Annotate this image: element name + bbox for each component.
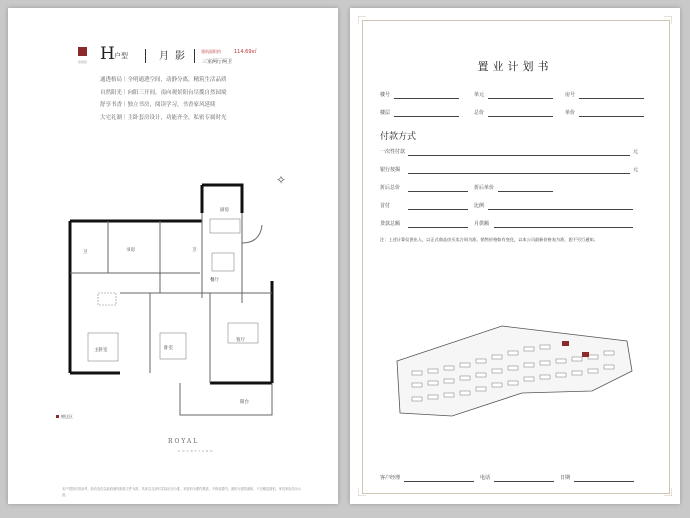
payment-line-loan[interactable]	[408, 173, 630, 174]
legend-label: 赠送区	[61, 414, 73, 419]
field-label-room: 房号	[565, 92, 576, 98]
line-down-payment[interactable]	[408, 209, 468, 210]
footer-line-date[interactable]	[574, 481, 634, 482]
floor-plan-page	[8, 8, 338, 504]
room-bath-right: 卫	[192, 248, 197, 253]
decorative-frame	[362, 20, 670, 494]
purchase-plan-page	[350, 8, 680, 504]
field-line-unit[interactable]	[488, 98, 553, 99]
room-dining: 餐厅	[210, 278, 219, 283]
field-label-unit: 单元	[474, 92, 485, 98]
floor-plan	[60, 183, 290, 423]
line-term[interactable]	[494, 227, 633, 228]
payment-label-lump: 一次性付款	[380, 149, 406, 155]
room-master: 主卧室	[94, 348, 108, 353]
field-line-unit-price[interactable]	[579, 116, 644, 117]
area-label: 建筑面积约	[201, 49, 221, 54]
room-balcony: 阳台	[240, 400, 249, 405]
field-label-total: 总价	[474, 110, 485, 116]
label-discount-unit: 折后单价	[474, 185, 495, 191]
line-ratio[interactable]	[488, 209, 633, 210]
seal-text: 皇悦府	[78, 60, 88, 64]
divider	[145, 49, 146, 63]
footer-line-phone[interactable]	[494, 481, 554, 482]
label-ratio: 比例	[474, 203, 485, 209]
footer-label-date: 日期	[560, 475, 571, 481]
footer-label-consultant: 客户经理	[380, 475, 401, 481]
room-study: 书房	[126, 248, 135, 253]
unit-name: 月影	[159, 51, 191, 62]
corner-ornament-icon	[664, 488, 672, 496]
highlight-building-icon	[582, 352, 589, 357]
legend	[56, 414, 73, 420]
brand-seal-icon	[78, 47, 87, 56]
field-line-building[interactable]	[394, 98, 459, 99]
yuan-label: 元	[633, 167, 639, 173]
corner-ornament-icon	[358, 16, 366, 24]
brand-logo: ROYAL	[168, 438, 200, 445]
legend-swatch-icon	[56, 415, 59, 418]
disclaimer-note: 注：上述计算仅供出入，以正式商品房买卖合同为准。销售价格如有变化，以本公司最新价格表为准，恕不另行通知。	[380, 237, 598, 242]
site-plan-map	[392, 321, 642, 421]
label-loan-total: 贷款总额	[380, 221, 401, 227]
area-value: 114.69㎡	[234, 49, 257, 55]
highlight-building-icon	[562, 341, 569, 346]
payment-heading: 付款方式	[380, 132, 417, 142]
footer-label-phone: 电话	[480, 475, 491, 481]
room-kitchen: 厨房	[220, 208, 229, 213]
field-label-floor: 楼层	[380, 110, 391, 116]
field-line-total[interactable]	[488, 116, 553, 117]
divider	[194, 49, 195, 63]
disclaimer: 本户型图仅供参考，如有变化以政府最终批准文件为准，具体以交房时实际状况为准，本资料为要约邀请，不构成要约。面积为建筑面积，不含赠送面积，家具家电均为示意。	[62, 487, 302, 497]
brand-subtitle: COURTYARD	[178, 449, 215, 453]
line-discount-price[interactable]	[408, 191, 468, 192]
compass-icon: ✧	[276, 173, 287, 187]
unit-description: 通透格局｜全明通透空间，动静分离，精筑生活品质 自然阳光｜向阳三开间，南向观景阳台尽揽自然园境 舒享书香｜独立书房，阅读学习，书香家风延续 大宅礼制｜主卧套房设计，功能齐全，私密专属时光	[100, 77, 227, 121]
field-line-room[interactable]	[579, 98, 644, 99]
room-bedroom: 卧室	[164, 346, 173, 351]
payment-line-lump[interactable]	[408, 155, 630, 156]
corner-ornament-icon	[358, 488, 366, 496]
yuan-label: 元	[633, 149, 639, 155]
room-bath-left: 卫	[83, 250, 88, 255]
field-label-unit-price: 单价	[565, 110, 576, 116]
label-discount-price: 折后总价	[380, 185, 401, 191]
page-title: 置业计划书	[477, 60, 553, 73]
layout-text: 三室两厅两卫	[202, 59, 233, 65]
corner-ornament-icon	[664, 16, 672, 24]
field-line-floor[interactable]	[394, 116, 459, 117]
footer-line-consultant[interactable]	[404, 481, 474, 482]
room-living: 客厅	[236, 338, 245, 343]
unit-type-suffix: 户型	[114, 52, 128, 60]
line-discount-unit[interactable]	[498, 191, 553, 192]
field-label-building: 楼号	[380, 92, 391, 98]
line-loan-total[interactable]	[408, 227, 468, 228]
label-term: 月供额	[474, 221, 490, 227]
unit-type-letter: H	[100, 44, 115, 64]
payment-label-loan: 银行按揭	[380, 167, 401, 173]
label-down-payment: 首付	[380, 203, 391, 209]
